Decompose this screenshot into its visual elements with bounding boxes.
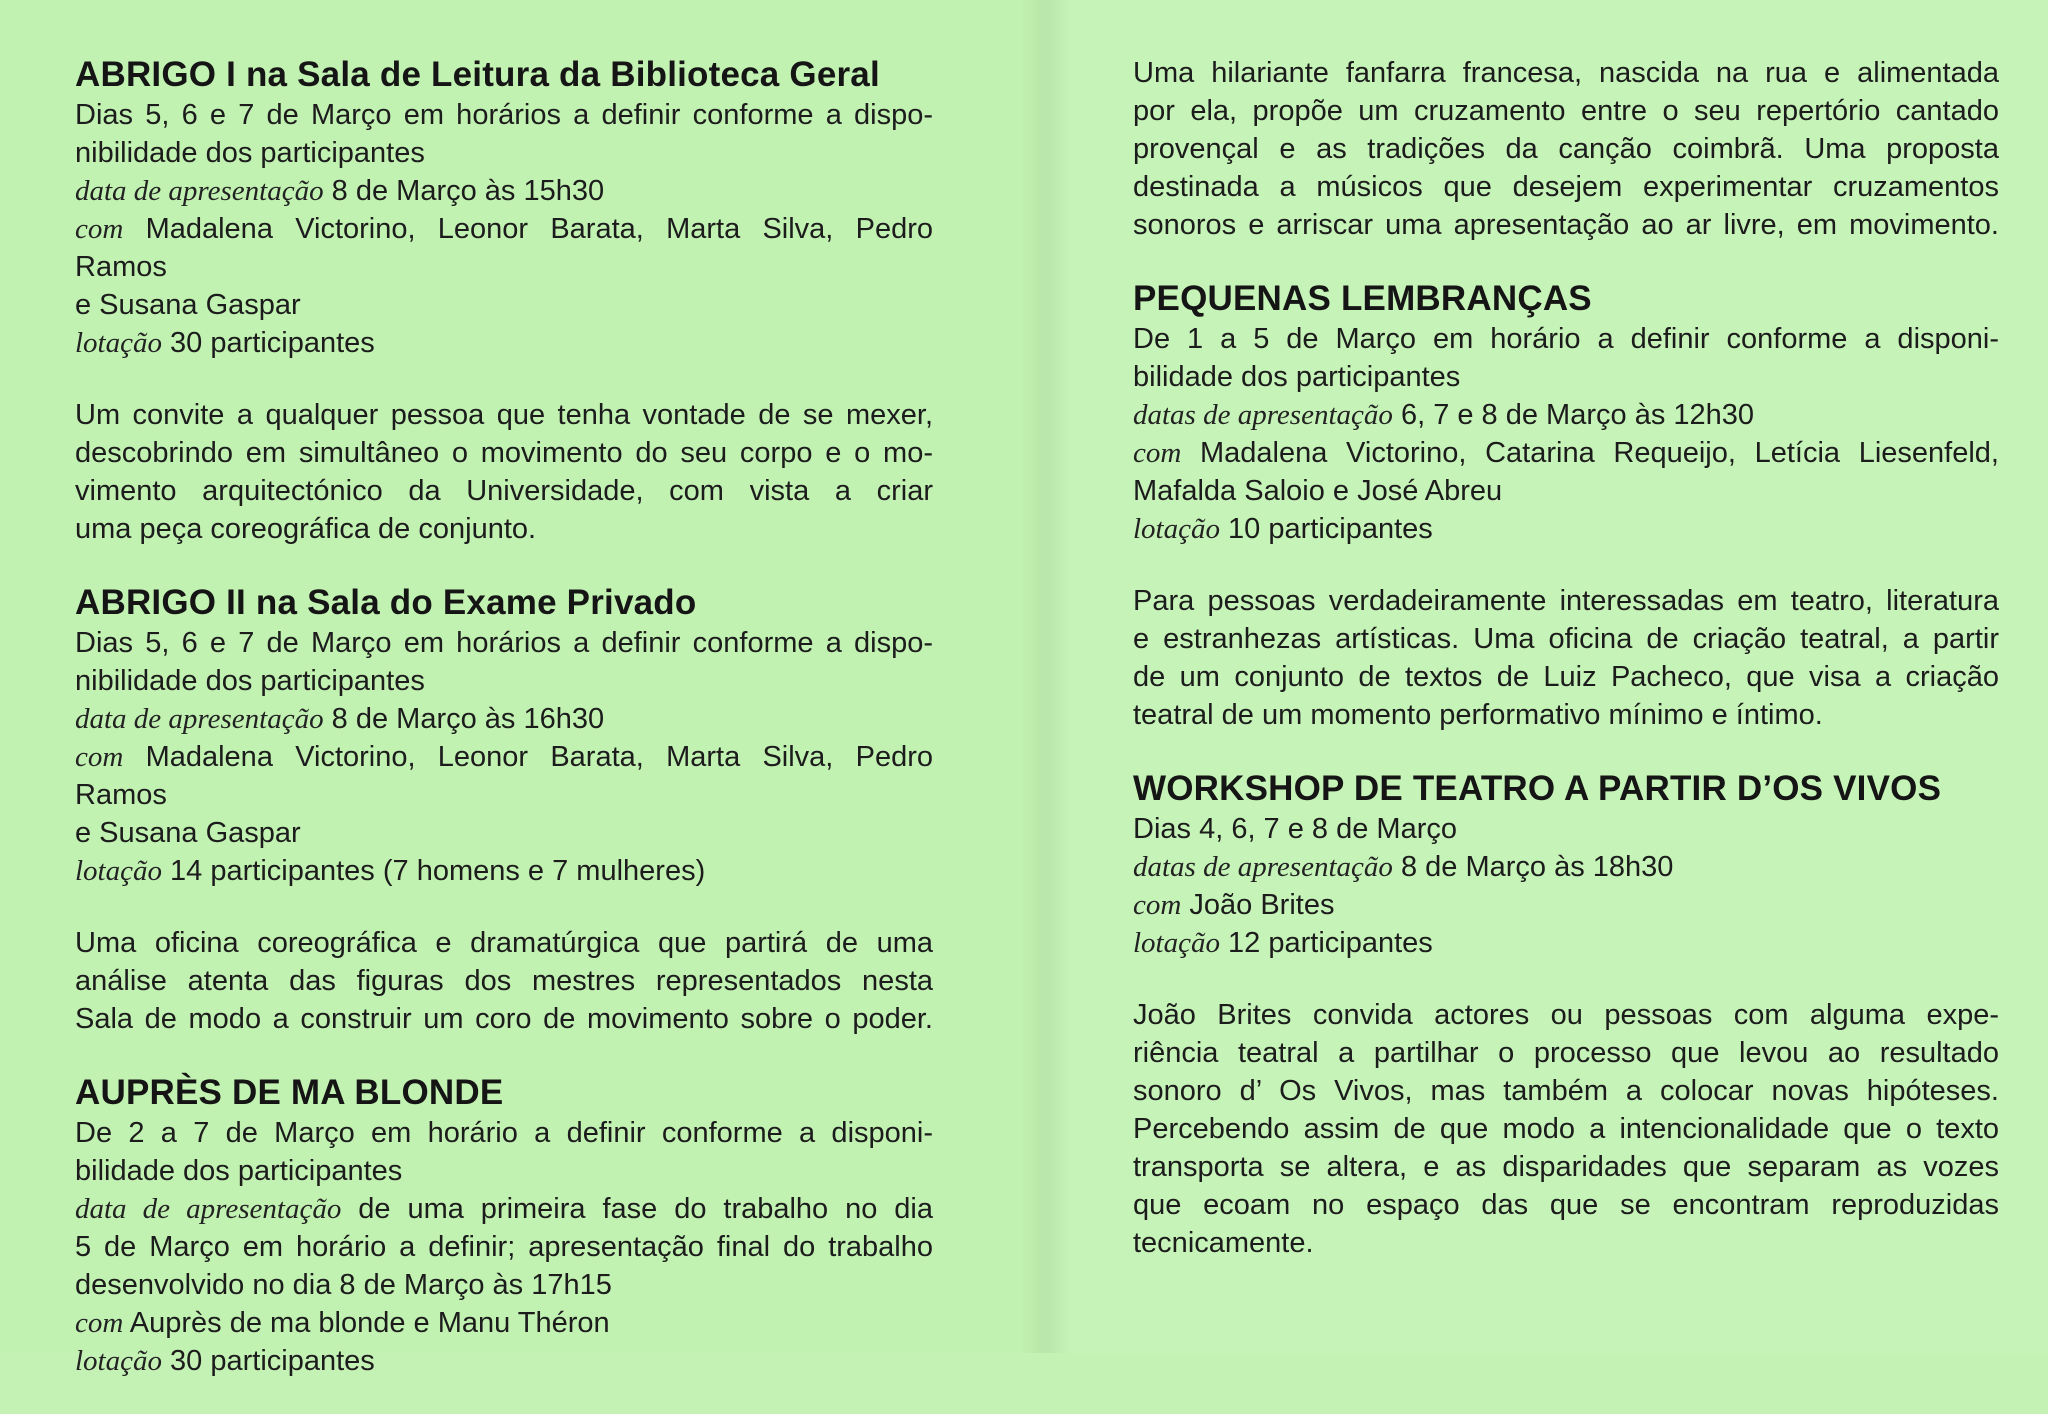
dates-line: bilidade dos participantes bbox=[75, 1155, 403, 1187]
section-workshop-os-vivos bbox=[1133, 768, 1999, 962]
description-pequenas-lembrancas bbox=[1133, 582, 1999, 734]
capacity-value: 14 participantes (7 homens e 7 mulheres) bbox=[162, 855, 706, 887]
description-line: Um convite a qualquer pessoa que tenha vontade de se mexer, bbox=[75, 399, 933, 431]
section-pequenas-lembrancas bbox=[1133, 278, 1999, 548]
capacity-line bbox=[1133, 510, 1999, 548]
dates-line: Dias 5, 6 e 7 de Março em horários a definir conforme a dispo- bbox=[75, 627, 933, 659]
capacity-value: 12 participantes bbox=[1220, 927, 1433, 959]
description-line: de um conjunto de textos de Luiz Pacheco, que visa a criação bbox=[1133, 661, 1999, 693]
description-workshop-os-vivos bbox=[1133, 996, 1999, 1262]
dates-line: De 1 a 5 de Março em horário a definir conforme a disponi- bbox=[1133, 323, 1999, 355]
presentation-value: 8 de Março às 18h30 bbox=[1392, 851, 1674, 883]
capacity-line bbox=[75, 1342, 933, 1380]
capacity-line bbox=[75, 324, 933, 362]
presentation-value: de uma primeira fase do trabalho no dia bbox=[341, 1193, 933, 1225]
presentation-label: data de apresentação bbox=[75, 175, 324, 207]
section-title: ABRIGO I na Sala de Leitura da Biblioteca Geral bbox=[75, 55, 880, 94]
with-line: Mafalda Saloio e José Abreu bbox=[1133, 475, 1503, 507]
with-label: com bbox=[75, 1307, 124, 1339]
description-line: análise atenta das figuras dos mestres representados nesta bbox=[75, 965, 933, 997]
page-fold bbox=[1020, 0, 1070, 1353]
with-label: com bbox=[75, 213, 124, 245]
description-line: Sala de modo a construir um coro de movimento sobre o poder. bbox=[75, 1003, 933, 1035]
presentation-label: datas de apresentação bbox=[1133, 851, 1393, 883]
with-value: Auprès de ma blonde e Manu Théron bbox=[123, 1307, 610, 1339]
description-line: provençal e as tradições da canção coimbrã. Uma proposta bbox=[1133, 133, 1999, 165]
capacity-label: lotação bbox=[75, 1345, 162, 1377]
presentation-label: data de apresentação bbox=[75, 703, 324, 735]
description-line: Uma oficina coreográfica e dramatúrgica que partirá de uma bbox=[75, 927, 933, 959]
dates-line: Dias 5, 6 e 7 de Março em horários a definir conforme a dispo- bbox=[75, 99, 933, 131]
capacity-label: lotação bbox=[75, 327, 162, 359]
dates-line: nibilidade dos participantes bbox=[75, 137, 425, 169]
description-line: por ela, propõe um cruzamento entre o seu repertório cantado bbox=[1133, 95, 1999, 127]
with-value: João Brites bbox=[1181, 889, 1335, 921]
description-line: transporta se altera, e as disparidades que separam as vozes bbox=[1133, 1151, 1999, 1183]
capacity-label: lotação bbox=[1133, 513, 1220, 545]
with-label: com bbox=[1133, 889, 1182, 921]
presentation-line bbox=[75, 172, 933, 210]
capacity-line bbox=[1133, 924, 1999, 962]
presentation-line: desenvolvido no dia 8 de Março às 17h15 bbox=[75, 1269, 612, 1301]
description-line: João Brites convida actores ou pessoas com alguma expe- bbox=[1133, 999, 1999, 1031]
with-value: Madalena Victorino, Catarina Requeijo, Letícia Liesenfeld, bbox=[1181, 437, 1999, 469]
presentation-line bbox=[1133, 848, 1999, 886]
presentation-label: datas de apresentação bbox=[1133, 399, 1393, 431]
with-label: com bbox=[75, 741, 124, 773]
description-line: Para pessoas verdadeiramente interessadas em teatro, literatura bbox=[1133, 585, 1999, 617]
right-column bbox=[1133, 54, 1999, 1296]
dates-line: De 2 a 7 de Março em horário a definir conforme a disponi- bbox=[75, 1117, 933, 1149]
with-line bbox=[75, 1304, 933, 1342]
capacity-line bbox=[75, 852, 933, 890]
description-line: sonoros e arriscar uma apresentação ao ar livre, em movimento. bbox=[1133, 209, 1999, 241]
dates-line: Dias 4, 6, 7 e 8 de Março bbox=[1133, 813, 1457, 845]
left-column bbox=[75, 54, 933, 1414]
description-line: Uma hilariante fanfarra francesa, nascida na rua e alimentada bbox=[1133, 57, 1999, 89]
presentation-value: 6, 7 e 8 de Março às 12h30 bbox=[1392, 399, 1755, 431]
description-line: riência teatral a partilhar o processo que levou ao resultado bbox=[1133, 1037, 1999, 1069]
description-line: teatral de um momento performativo mínimo e íntimo. bbox=[1133, 699, 1823, 731]
presentation-line bbox=[75, 700, 933, 738]
description-line: e estranhezas artísticas. Uma oficina de criação teatral, a partir bbox=[1133, 623, 1999, 655]
with-line bbox=[1133, 434, 1999, 472]
capacity-label: lotação bbox=[75, 855, 162, 887]
with-line bbox=[1133, 886, 1999, 924]
description-line: uma peça coreográfica de conjunto. bbox=[75, 513, 537, 545]
section-title: PEQUENAS LEMBRANÇAS bbox=[1133, 279, 1592, 318]
section-aupres-de-ma-blonde bbox=[75, 1072, 933, 1380]
description-line: vimento arquitectónico da Universidade, com vista a criar bbox=[75, 475, 933, 507]
description-line: tecnicamente. bbox=[1133, 1227, 1314, 1259]
presentation-label: data de apresentação bbox=[75, 1193, 342, 1225]
presentation-value: 8 de Março às 16h30 bbox=[323, 703, 605, 735]
presentation-value: 8 de Março às 15h30 bbox=[323, 175, 605, 207]
presentation-line bbox=[75, 1190, 933, 1228]
description-line: descobrindo em simultâneo o movimento do seu corpo e o mo- bbox=[75, 437, 933, 469]
presentation-line bbox=[1133, 396, 1999, 434]
with-value: Madalena Victorino, Leonor Barata, Marta Silva, Pedro Ramos bbox=[75, 213, 933, 283]
with-label: com bbox=[1133, 437, 1182, 469]
description-line: sonoro d’ Os Vivos, mas também a colocar novas hipóteses. bbox=[1133, 1075, 1999, 1107]
with-line: e Susana Gaspar bbox=[75, 817, 301, 849]
description-aupres-de-ma-blonde bbox=[1133, 54, 1999, 244]
presentation-line: 5 de Março em horário a definir; apresentação final do trabalho bbox=[75, 1231, 933, 1263]
capacity-value: 30 participantes bbox=[162, 327, 375, 359]
section-abrigo-2 bbox=[75, 582, 933, 890]
with-line: e Susana Gaspar bbox=[75, 289, 301, 321]
description-line: destinada a músicos que desejem experimentar cruzamentos bbox=[1133, 171, 1999, 203]
description-line: Percebendo assim de que modo a intencionalidade que o texto bbox=[1133, 1113, 1999, 1145]
with-value: Madalena Victorino, Leonor Barata, Marta Silva, Pedro Ramos bbox=[75, 741, 933, 811]
dates-line: bilidade dos participantes bbox=[1133, 361, 1461, 393]
with-line bbox=[75, 738, 933, 814]
description-abrigo-2 bbox=[75, 924, 933, 1038]
description-abrigo-1 bbox=[75, 396, 933, 548]
section-title: ABRIGO II na Sala do Exame Privado bbox=[75, 583, 697, 622]
with-line bbox=[75, 210, 933, 286]
section-abrigo-1 bbox=[75, 54, 933, 362]
section-title: AUPRÈS DE MA BLONDE bbox=[75, 1073, 504, 1112]
capacity-value: 30 participantes bbox=[162, 1345, 375, 1377]
description-line: que ecoam no espaço das que se encontram reproduzidas bbox=[1133, 1189, 1999, 1221]
dates-line: nibilidade dos participantes bbox=[75, 665, 425, 697]
section-title: WORKSHOP DE TEATRO A PARTIR D’OS VIVOS bbox=[1133, 769, 1942, 808]
capacity-value: 10 participantes bbox=[1220, 513, 1433, 545]
capacity-label: lotação bbox=[1133, 927, 1220, 959]
